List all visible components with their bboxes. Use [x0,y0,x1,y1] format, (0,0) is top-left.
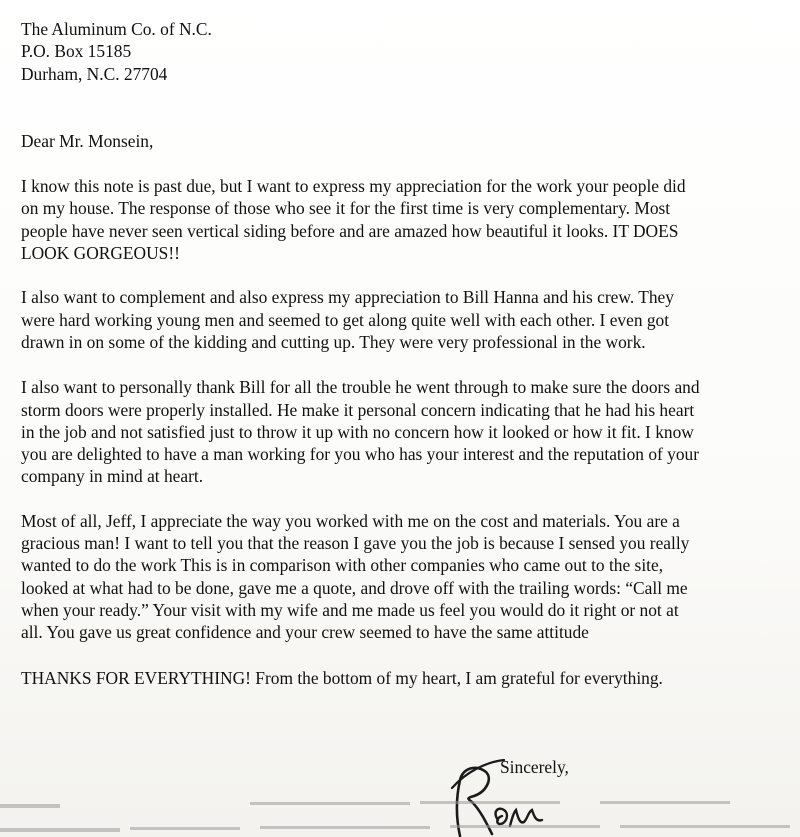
bleed-through-text [0,790,800,837]
paragraph-line: wanted to do the work This is in comparison with other companies who came out to the site, [21,555,664,576]
recipient-address [21,18,791,85]
paragraph-line: when your ready.” Your visit with my wife and me made us feel you would do it right or not at [21,599,679,620]
address-po-box: P.O. Box 15185 [21,41,132,62]
salutation: Dear Mr. Monsein, [21,130,154,151]
address-company: The Aluminum Co. of N.C. [21,19,212,39]
paragraph-bill [21,376,791,487]
paragraph-line: you are delighted to have a man working for you who has your interest and the reputation of your [21,444,700,465]
paragraph-line: in the job and not satisfied just to throw it up with no concern how it looked or how it fit. I know [21,421,694,442]
paragraph-line: on my house. The response of those who see it for the first time is very complementary. Most [21,198,671,219]
letter-body [21,18,791,689]
paragraph-thanks [21,667,791,689]
paragraph-line: I know this note is past due, but I want to express my appreciation for the work your people did [21,176,686,197]
paragraph-line: storm doors were properly installed. He make it personal concern indicating that he had his heart [21,399,695,420]
address-city: Durham, N.C. 27704 [21,63,168,84]
paragraph-line: company in mind at heart. [21,466,204,487]
paragraph-appreciation [21,175,791,264]
paragraph-line: LOOK GORGEOUS!! [21,243,180,264]
paragraph-line: I also want to personally thank Bill for all the trouble he went through to make sure the doors and [21,377,700,398]
paragraph-line: Most of all, Jeff, I appreciate the way you worked with me on the cost and materials. You are a [21,510,680,531]
paragraph-line: people have never seen vertical siding before and are amazed how beautiful it looks. IT DOES [21,220,679,241]
paragraph-line: drawn in on some of the kidding and cutting up. They were very professional in the work. [21,331,646,352]
paragraph-line: looked at what had to be done, gave me a quote, and drove off with the trailing words: “Call me [21,577,688,598]
paragraph-line: THANKS FOR EVERYTHING! From the bottom of my heart, I am grateful for everything. [21,667,663,688]
paragraph-crew [21,286,791,353]
paragraph-line: I also want to complement and also express my appreciation to Bill Hanna and his crew. They [21,287,674,308]
paragraph-line: were hard working young men and seemed to get along quite well with each other. I even got [21,309,670,330]
paragraph-jeff [21,510,791,644]
paragraph-line: gracious man! I want to tell you that the reason I gave you the job is because I sensed you really [21,533,690,554]
paragraph-line: all. You gave us great confidence and your crew seemed to have the same attitude [21,622,589,643]
closing: Sincerely, [500,757,569,777]
